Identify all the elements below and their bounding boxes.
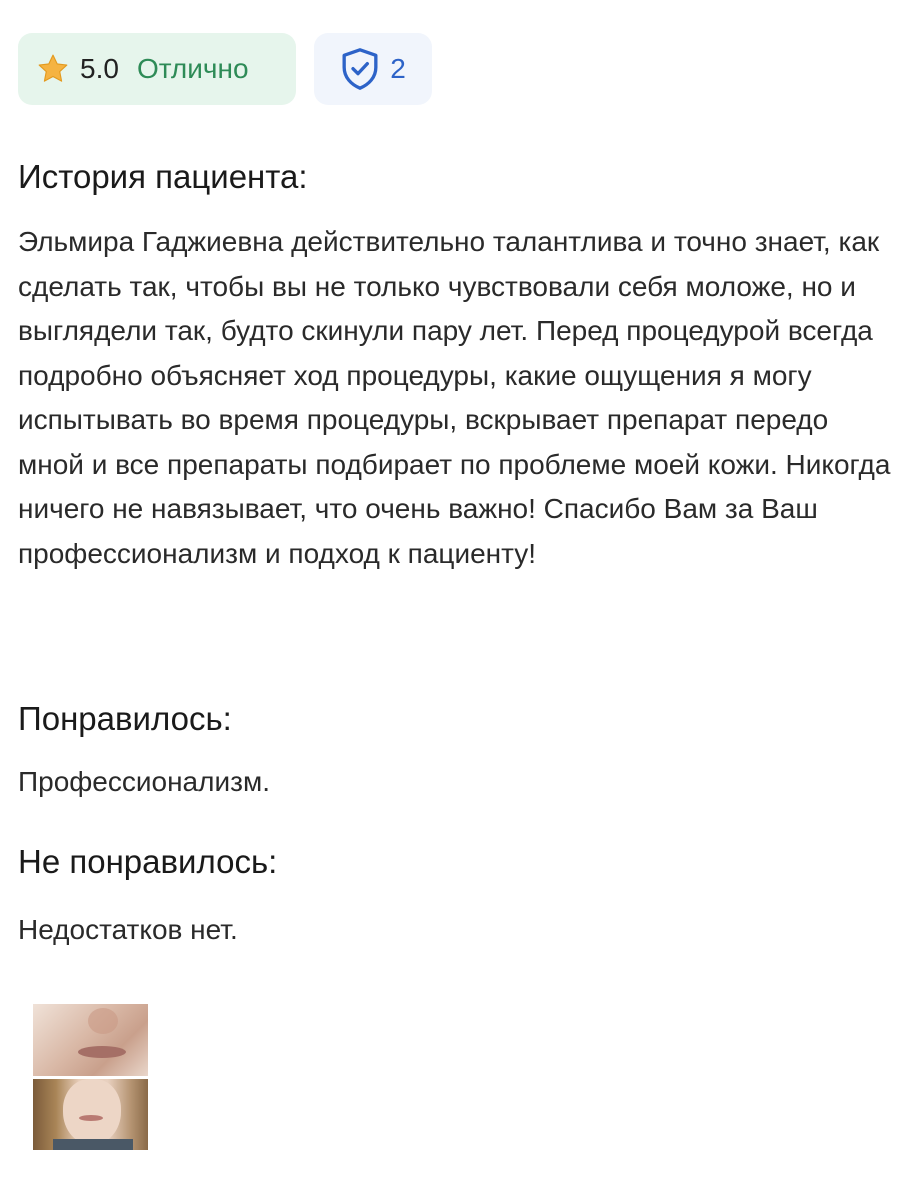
liked-title: Понравилось: <box>18 700 232 737</box>
liked-text: Профессионализм. <box>18 766 270 797</box>
rating-value: 5.0 <box>80 53 119 84</box>
disliked-title: Не понравилось: <box>18 843 278 880</box>
star-icon <box>36 52 70 86</box>
before-after-photo[interactable] <box>33 1004 148 1150</box>
verified-badge[interactable] <box>314 33 432 105</box>
history-text: Эльмира Гаджиевна действительно талантлива и точно знает, как сделать так, чтобы вы не только чувствовали себя моложе, но и выглядели так, будто скинули пару лет. Перед процедурой всегда подробно объясняет ход процедуры, какие ощущения я могу испытывать во время процедуры, вскрывает препарат передо мной и все препараты подбирает по проблеме моей кожи. Никогда ничего не навязывает, что очень важно! Спасибо Вам за Ваш профессионализм и подход к пациенту! <box>18 226 891 569</box>
rating-label: Отлично <box>136 53 249 84</box>
verified-count: 2 <box>390 53 406 84</box>
review-badges <box>18 33 432 105</box>
photo-before <box>33 1004 148 1076</box>
history-title: История пациента: <box>18 158 308 195</box>
disliked-text: Недостатков нет. <box>18 914 238 945</box>
shield-check-icon <box>340 47 380 91</box>
rating-badge <box>18 33 296 105</box>
photo-after <box>33 1079 148 1150</box>
